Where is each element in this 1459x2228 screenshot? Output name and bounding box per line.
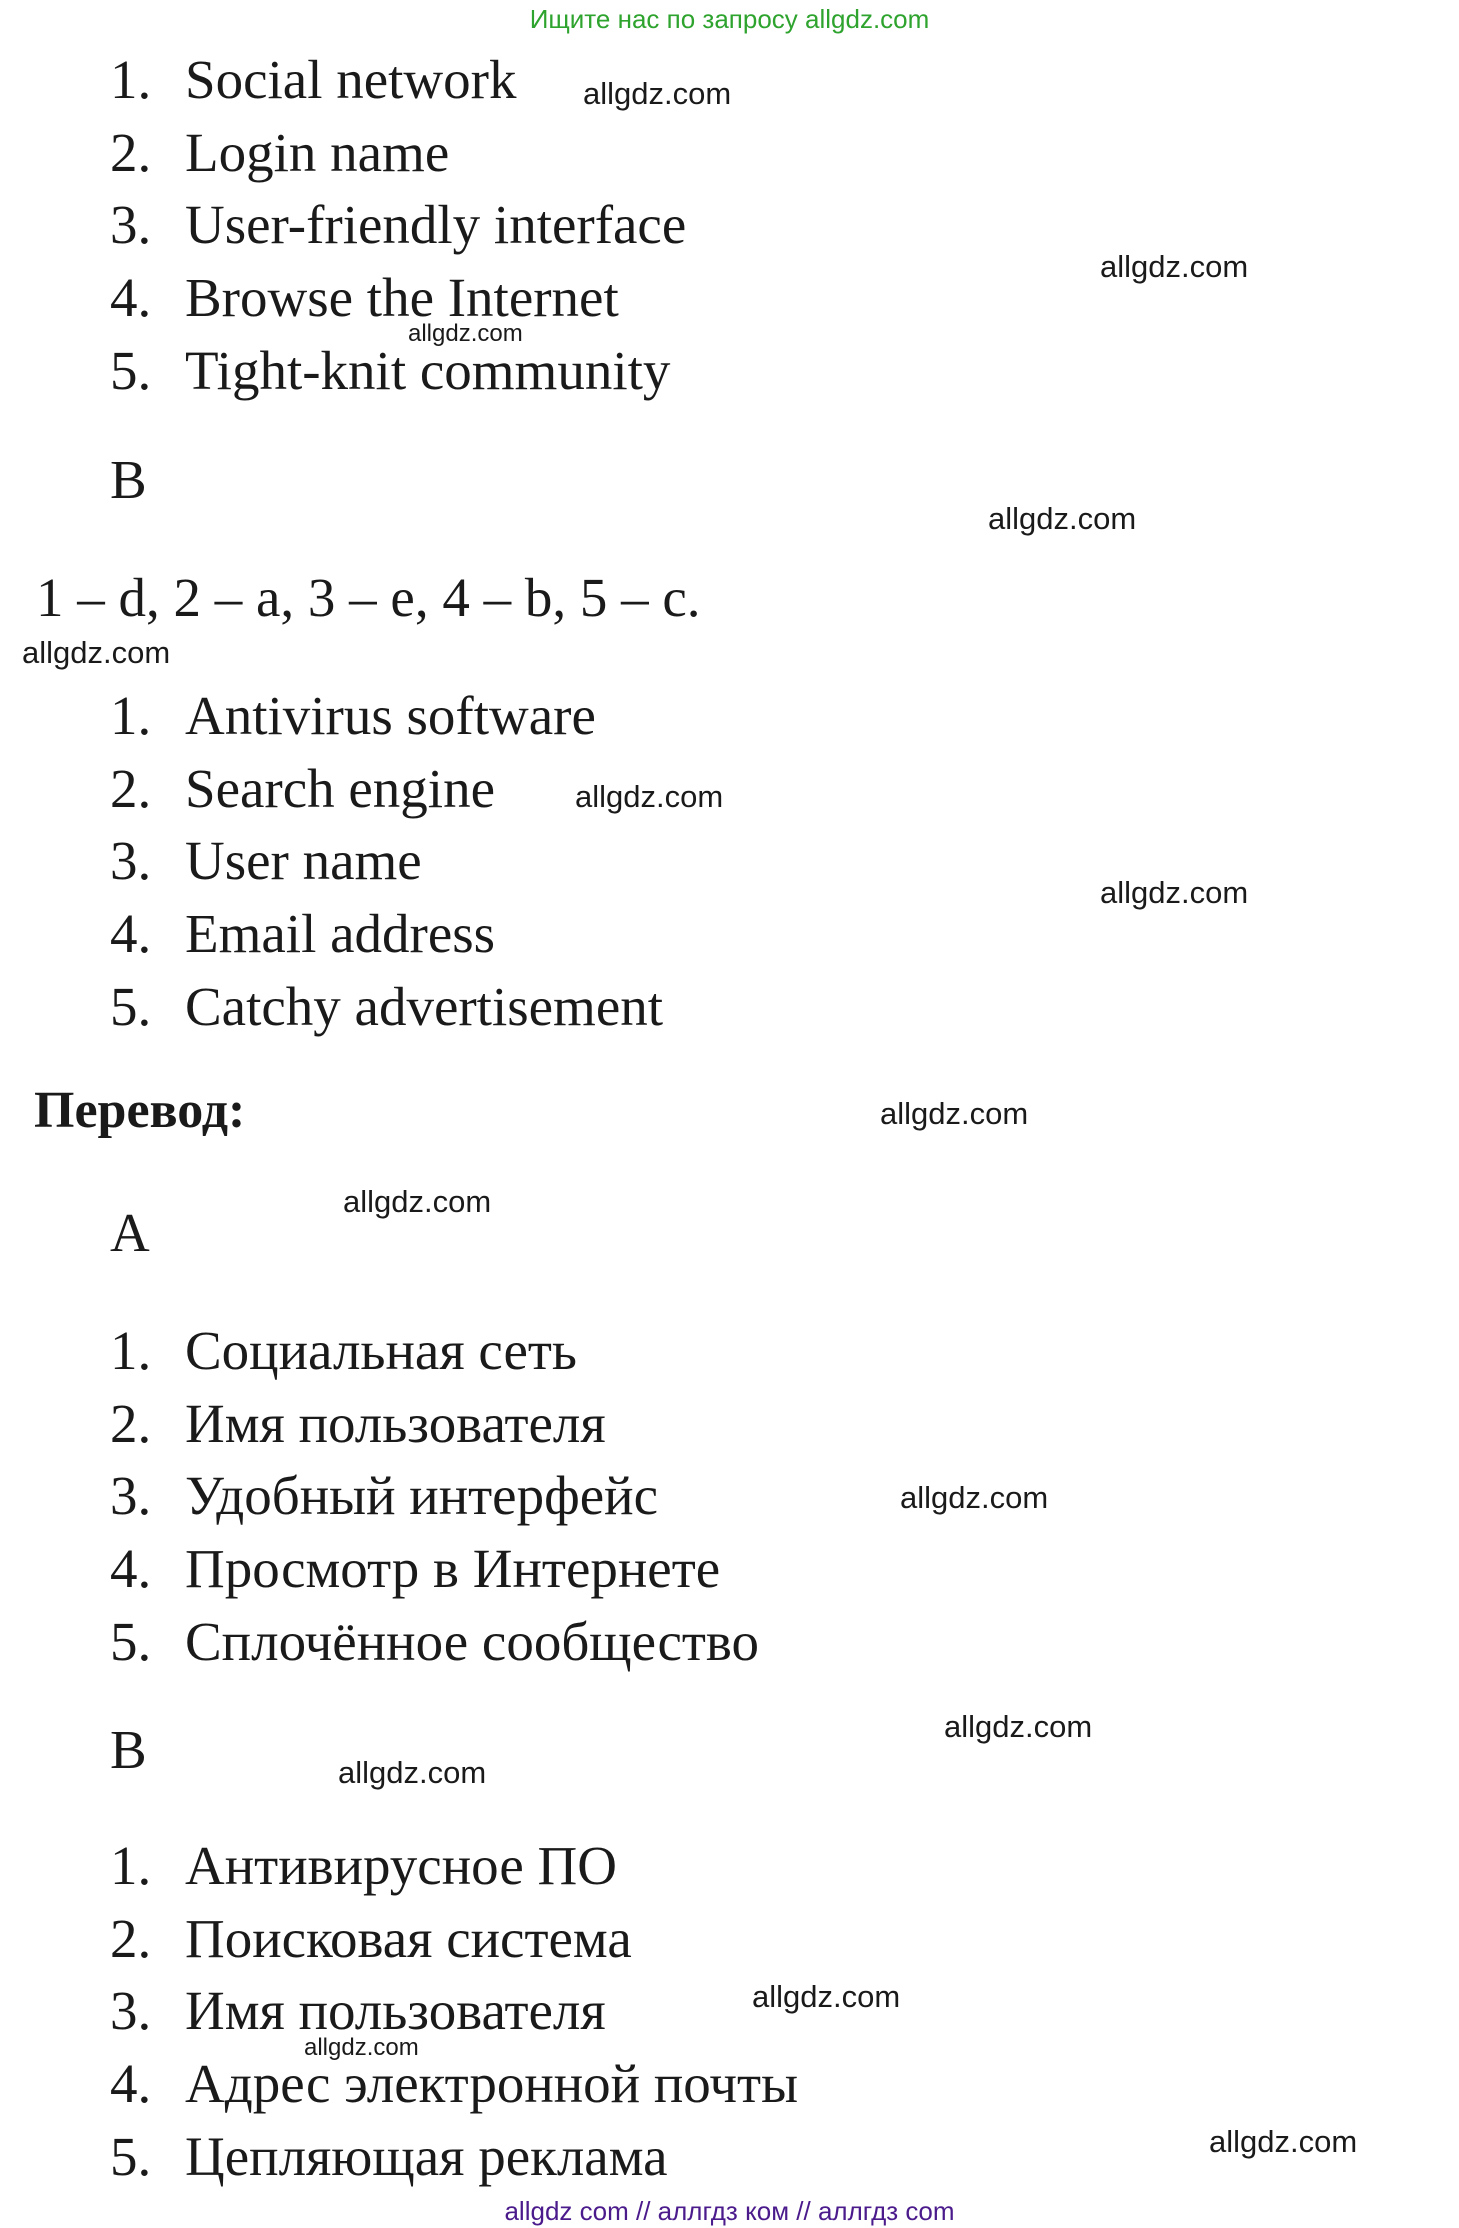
item-number: 4. (110, 903, 152, 965)
item-number: 2. (110, 121, 152, 183)
item-text: Цепляющая реклама (185, 2125, 668, 2187)
item-text: Tight-knit community (185, 339, 671, 401)
watermark: allgdz.com (343, 1184, 492, 1219)
item-text: Социальная сеть (185, 1320, 577, 1381)
watermark: allgdz.com (900, 1480, 1049, 1515)
item-text: Сплочённое сообщество (185, 1610, 759, 1672)
translation-a-label: A (110, 1202, 150, 1263)
section-b-list (110, 680, 663, 1043)
item-text: Антивирусное ПО (185, 1835, 617, 1896)
item-text: Antivirus software (185, 685, 596, 746)
list-item (110, 1388, 759, 1461)
list-item (110, 1975, 798, 2048)
list-item (110, 2048, 798, 2121)
watermark: allgdz.com (752, 1979, 901, 2014)
translation-a-list (110, 1315, 759, 1678)
watermark: allgdz.com (988, 501, 1137, 536)
list-item (110, 262, 686, 335)
watermark: allgdz.com (583, 76, 732, 111)
list-item (110, 1903, 798, 1976)
item-text: Login name (185, 121, 450, 183)
list-item (110, 189, 686, 262)
watermark: allgdz.com (408, 320, 523, 347)
list-item (110, 825, 663, 898)
item-number: 4. (110, 267, 152, 329)
item-text: Email address (185, 903, 496, 965)
list-item (110, 1460, 759, 1533)
watermark: allgdz.com (944, 1709, 1093, 1744)
item-number: 1. (110, 1835, 152, 1896)
list-item (110, 971, 663, 1044)
list-item (110, 117, 686, 190)
item-text: Адрес электронной почты (185, 2053, 799, 2115)
item-text: Browse the Internet (185, 267, 619, 329)
top-banner: Ищите нас по запросу allgdz.com (529, 4, 930, 34)
list-item (110, 1606, 759, 1679)
item-text: Просмотр в Интернете (185, 1538, 721, 1600)
item-number: 2. (110, 757, 152, 819)
watermark: allgdz.com (1100, 249, 1249, 284)
watermark: allgdz.com (338, 1755, 487, 1790)
item-text: Имя пользователя (185, 1980, 606, 2042)
section-b-label: B (110, 449, 147, 510)
list-item (110, 898, 663, 971)
watermark: allgdz.com (1209, 2124, 1358, 2159)
item-text: Поисковая система (185, 1907, 632, 1969)
answer-key: 1 – d, 2 – a, 3 – e, 4 – b, 5 – c. (36, 567, 701, 628)
list-item (110, 335, 686, 408)
item-number: 4. (110, 1538, 152, 1600)
watermark: allgdz.com (22, 635, 171, 670)
item-number: 5. (110, 2125, 152, 2187)
item-text: User name (185, 830, 422, 892)
item-text: Social network (185, 49, 517, 110)
item-text: User-friendly interface (185, 194, 687, 256)
item-text: Удобный интерфейс (185, 1465, 658, 1527)
list-item (110, 1830, 798, 1903)
watermark: allgdz.com (880, 1096, 1029, 1131)
item-number: 4. (110, 2053, 152, 2115)
item-number: 1. (110, 49, 152, 110)
translation-heading: Перевод: (34, 1082, 246, 1139)
watermark: allgdz.com (575, 779, 724, 814)
item-number: 3. (110, 194, 152, 256)
list-item (110, 680, 663, 753)
bottom-banner: allgdz com // аллгдз ком // аллгдз com (504, 2196, 955, 2226)
list-item (110, 1315, 759, 1388)
item-number: 3. (110, 1980, 152, 2042)
item-text: Catchy advertisement (185, 975, 664, 1037)
item-text: Search engine (185, 757, 495, 819)
item-number: 1. (110, 1320, 152, 1381)
item-text: Имя пользователя (185, 1392, 606, 1454)
item-number: 5. (110, 339, 152, 401)
item-number: 5. (110, 1610, 152, 1672)
item-number: 2. (110, 1392, 152, 1454)
item-number: 5. (110, 975, 152, 1037)
list-item (110, 2121, 798, 2194)
translation-b-list (110, 1830, 798, 2193)
watermark: allgdz.com (304, 2034, 419, 2061)
item-number: 3. (110, 1465, 152, 1527)
item-number: 1. (110, 685, 152, 746)
list-item (110, 1533, 759, 1606)
watermark: allgdz.com (1100, 875, 1249, 910)
translation-b-label: B (110, 1719, 147, 1780)
item-number: 2. (110, 1907, 152, 1969)
item-number: 3. (110, 830, 152, 892)
